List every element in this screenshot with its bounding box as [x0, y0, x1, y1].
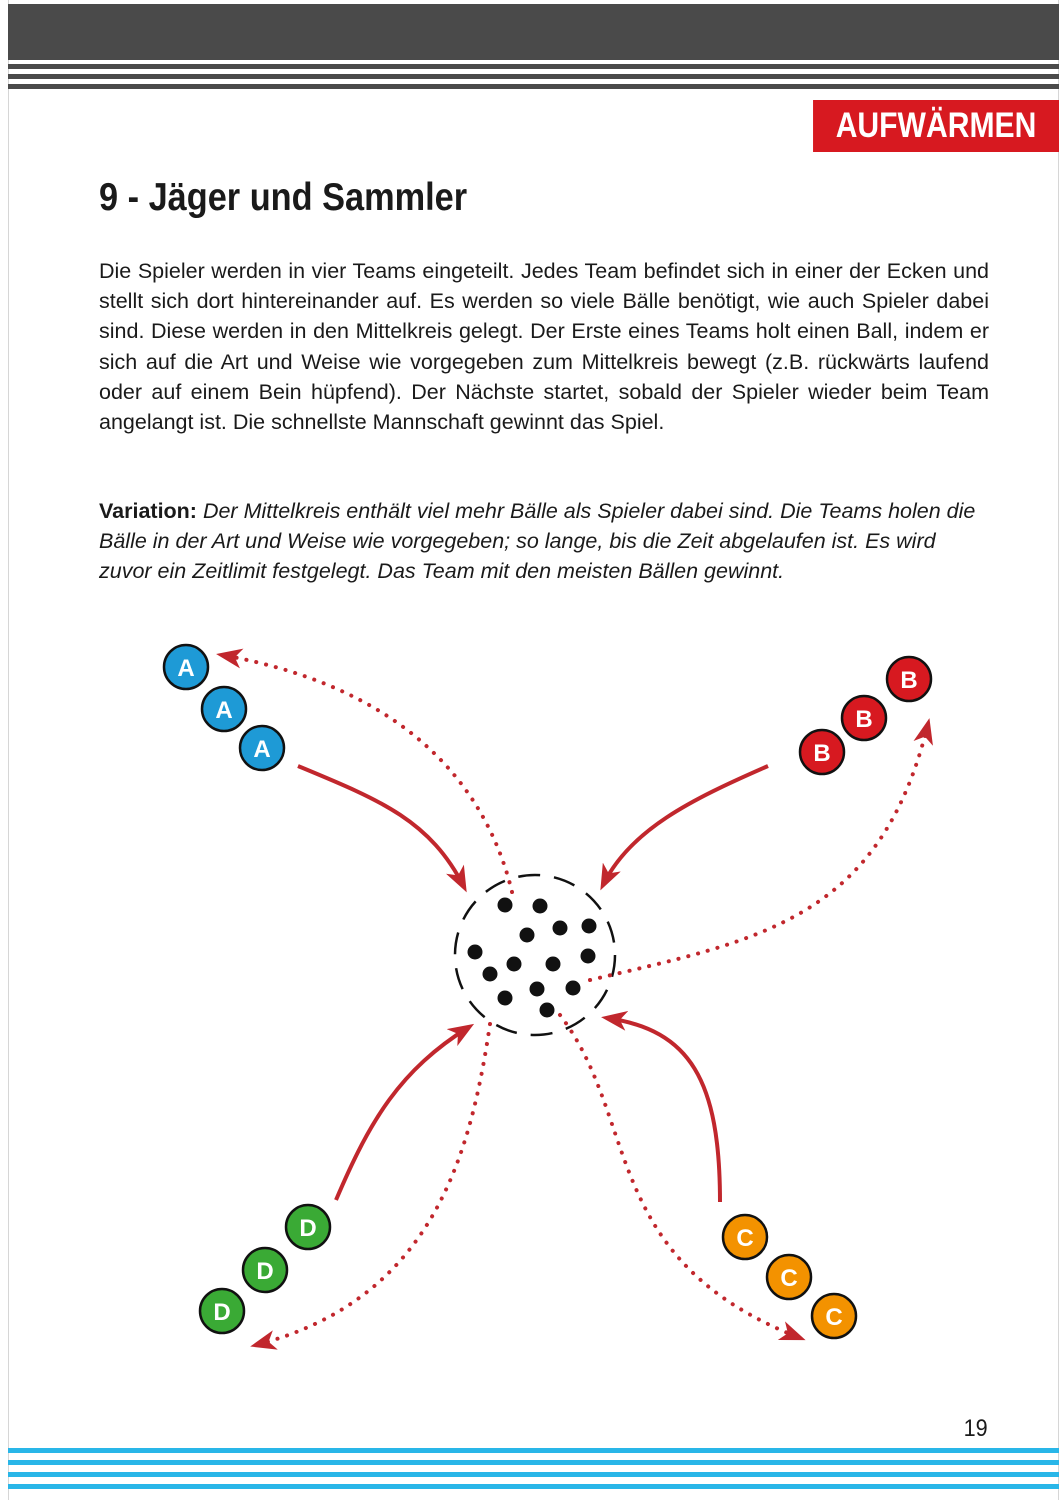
return-arrow-a	[222, 655, 512, 892]
ball	[581, 949, 596, 964]
ball	[530, 982, 545, 997]
player-a-label: A	[253, 736, 271, 763]
section-label: AUFWÄRMEN	[813, 100, 1059, 152]
player-b-label: B	[813, 740, 831, 767]
player-d-label: D	[299, 1215, 317, 1242]
ball	[546, 957, 561, 972]
ball	[468, 945, 483, 960]
variation-text: Der Mittelkreis enthält viel mehr Bälle als Spieler dabei sind. Die Teams holen die Bälle in der Art und Weise wie vorgegeben; so lange, bis die Zeit abgelaufen ist. Es wird zuvor ein Zeitlimit festgelegt. Das Team mit den meisten Bällen gewinnt.	[99, 499, 976, 584]
footer-stripe	[8, 1448, 1059, 1453]
header-stripe	[8, 64, 1059, 69]
ball-group	[468, 898, 597, 1018]
player-d-label: D	[256, 1258, 274, 1285]
player-c-label: C	[825, 1304, 843, 1331]
return-arrow-b	[590, 724, 928, 980]
ball	[540, 1003, 555, 1018]
player-c-label: C	[736, 1225, 754, 1252]
return-arrow-c	[560, 1015, 800, 1338]
team-b	[800, 657, 931, 774]
ball	[483, 967, 498, 982]
team-c	[723, 1215, 856, 1338]
ball	[553, 921, 568, 936]
ball	[533, 899, 548, 914]
player-b-label: B	[900, 667, 918, 694]
ball	[507, 957, 522, 972]
run-arrow-c	[607, 1018, 720, 1202]
run-arrow-d	[336, 1027, 469, 1200]
player-a-label: A	[215, 697, 233, 724]
footer-stripe	[8, 1460, 1059, 1465]
page-number: 19	[963, 1415, 988, 1442]
ball	[566, 981, 581, 996]
page-title: 9 - Jäger und Sammler	[99, 176, 468, 219]
variation-label: Variation:	[99, 499, 197, 523]
return-arrow-d	[256, 1024, 490, 1345]
player-b-label: B	[855, 706, 873, 733]
ball	[582, 919, 597, 934]
body-paragraph: Die Spieler werden in vier Teams eingeteilt. Jedes Team befindet sich in einer der Ecken und stellt sich dort hintereinander auf. Es werden so viele Bälle benötigt, wie auch Spieler dabei sind. Diese werden in den Mittelkreis gelegt. Der Erste eines Teams holt einen Ball, indem er sich auf die Art und Weise wie vorgegeben zum Mittelkreis bewegt (z.B. rückwärts laufend oder auf einem Bein hüpfend). Der Nächste startet, sobald der Spieler wieder beim Team angelangt ist. Die schnellste Mannschaft gewinnt das Spiel.	[99, 259, 989, 435]
ball	[520, 928, 535, 943]
header-stripe	[8, 74, 1059, 79]
variation-paragraph	[99, 496, 989, 587]
footer-stripe	[8, 1484, 1059, 1489]
footer-stripe	[8, 1472, 1059, 1477]
drill-diagram	[0, 600, 1063, 1380]
ball	[498, 991, 513, 1006]
player-a-label: A	[177, 655, 195, 682]
run-arrow-a	[298, 766, 464, 887]
player-c-label: C	[780, 1265, 798, 1292]
ball	[498, 898, 513, 913]
player-d-label: D	[213, 1299, 231, 1326]
header-stripe	[8, 84, 1059, 89]
run-arrow-b	[603, 766, 768, 885]
header-bar	[8, 4, 1059, 60]
team-d	[200, 1205, 330, 1333]
